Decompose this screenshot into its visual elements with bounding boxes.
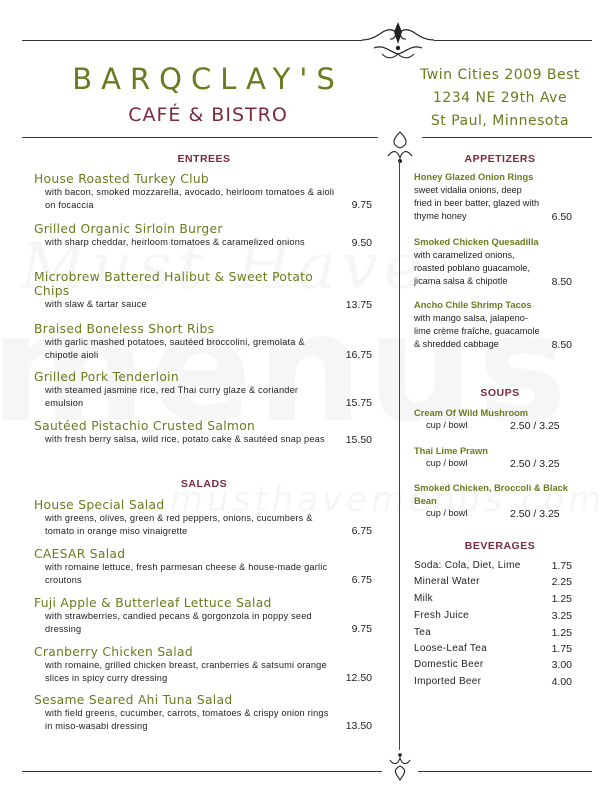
soup-item <box>414 407 576 433</box>
item-price: 6.50 <box>551 211 572 223</box>
item-price: 9.50 <box>351 236 372 249</box>
item-desc: with sharp cheddar, heirloom tomatoes & caramelized onions <box>45 237 305 247</box>
item-price: 2.50 / 3.25 <box>510 508 560 520</box>
mid-rule-left <box>22 137 378 138</box>
item-desc: with garlic mashed potatoes, sautéed broccolini, gremolata & chipotle aioli <box>45 337 305 360</box>
item-sizes: cup / bowl <box>426 420 468 430</box>
bottom-rule-right <box>418 771 592 772</box>
item-name: Sautéed Pistachio Crusted Salmon <box>34 419 256 433</box>
entree-item <box>34 270 374 311</box>
beverage-item <box>414 676 576 692</box>
item-desc: with fresh berry salsa, wild rice, potato cake & sautéed snap peas <box>45 434 325 444</box>
entree-item <box>34 222 374 249</box>
item-name: Mineral Water <box>414 576 480 587</box>
bottom-rule-left <box>22 771 382 772</box>
beverage-item <box>414 659 576 675</box>
item-desc: with field greens, cucumber, carrots, tomatoes & crispy onion rings in miso-wasabi dressing <box>45 708 329 731</box>
item-name: Tea <box>414 627 432 638</box>
item-price: 4.00 <box>551 676 572 688</box>
item-price: 8.50 <box>551 339 572 351</box>
top-rule-left <box>22 40 362 41</box>
item-name: Soda: Cola, Diet, Lime <box>414 560 521 571</box>
appetizer-item <box>414 299 576 351</box>
item-desc: sweet vidalia onions, deep fried in beer batter, glazed with thyme honey <box>414 185 540 221</box>
item-price: 2.50 / 3.25 <box>510 458 560 470</box>
item-sizes: cup / bowl <box>426 458 468 468</box>
item-desc: with mango salsa, jalapeno-lime crème fraîche, guacamole & shredded cabbage <box>414 313 540 349</box>
salad-item <box>34 693 374 732</box>
item-name: Milk <box>414 593 433 604</box>
column-divider <box>399 160 400 750</box>
item-price: 9.75 <box>351 623 372 635</box>
beverage-item <box>414 593 576 609</box>
item-name: Cranberry Chicken Salad <box>34 645 193 659</box>
item-price: 12.50 <box>345 672 372 684</box>
brand-subtitle: CAFÉ & BISTRO <box>128 104 288 126</box>
item-price: 13.50 <box>345 720 372 732</box>
item-price: 6.75 <box>351 525 372 537</box>
item-name: Honey Glazed Onion Rings <box>414 172 534 182</box>
soup-item <box>414 445 576 471</box>
item-name: Imported Beer <box>414 676 482 687</box>
item-name: Fuji Apple & Butterleaf Lettuce Salad <box>34 596 272 610</box>
brand-name: BARQCLAY'S <box>72 62 344 96</box>
item-price: 15.75 <box>345 397 372 409</box>
item-price: 3.00 <box>551 659 572 671</box>
bottom-ornament-icon <box>384 752 416 782</box>
item-price: 1.25 <box>551 593 572 605</box>
salad-item <box>34 596 374 635</box>
item-desc: with caramelized onions, roasted poblano guacamole, jicama salsa & chipotle <box>414 250 530 286</box>
entree-item <box>34 419 374 446</box>
item-name: Fresh Juice <box>414 610 469 621</box>
item-price: 1.25 <box>551 627 572 639</box>
appetizer-item <box>414 171 576 223</box>
salad-item <box>34 547 374 586</box>
item-name: Sesame Seared Ahi Tuna Salad <box>34 693 233 707</box>
item-name: Ancho Chile Shrimp Tacos <box>414 300 532 310</box>
item-price: 8.50 <box>551 276 572 288</box>
beverage-item <box>414 576 576 592</box>
entree-item <box>34 370 374 409</box>
item-desc: with strawberries, candied pecans & gorgonzola in poppy seed dressing <box>45 611 312 634</box>
item-name: Thai Lime Prawn <box>414 446 488 456</box>
entrees-heading: ENTREES <box>177 153 231 165</box>
appetizers-heading: APPETIZERS <box>464 153 536 165</box>
info-line-2: 1234 NE 29th Ave <box>432 90 568 106</box>
item-name: Grilled Pork Tenderloin <box>34 370 179 384</box>
item-name: Loose-Leaf Tea <box>414 643 487 654</box>
info-line-1: Twin Cities 2009 Best <box>420 67 580 83</box>
item-name: Cream Of Wild Mushroom <box>414 408 529 418</box>
beverages-heading: BEVERAGES <box>464 540 536 552</box>
item-desc: with greens, olives, green & red peppers, onions, cucumbers & tomato in orange miso vinaigrette <box>45 513 313 536</box>
item-desc: with romaine lettuce, fresh parmesan cheese & house-made garlic croutons <box>45 562 328 585</box>
item-name: Grilled Organic Sirloin Burger <box>34 222 223 236</box>
beverage-item <box>414 610 576 626</box>
item-name: CAESAR Salad <box>34 547 126 561</box>
item-price: 3.25 <box>551 610 572 622</box>
item-price: 13.75 <box>345 298 372 311</box>
beverage-item <box>414 643 576 659</box>
item-name: Smoked Chicken, Broccoli & Black Bean <box>414 483 568 506</box>
item-name: Smoked Chicken Quesadilla <box>414 237 539 247</box>
item-desc: with steamed jasmine rice, red Thai curry glaze & coriander emulsion <box>45 385 299 408</box>
item-price: 1.75 <box>551 643 572 655</box>
soup-item <box>414 482 576 521</box>
mid-rule-right <box>422 137 592 138</box>
entree-item <box>34 172 374 211</box>
top-ornament-icon <box>338 18 458 64</box>
item-price: 9.75 <box>351 199 372 211</box>
entree-item <box>34 322 374 361</box>
item-price: 1.75 <box>551 560 572 572</box>
item-name: Domestic Beer <box>414 659 484 670</box>
salad-item <box>34 498 374 537</box>
item-desc: with romaine, grilled chicken breast, cranberries & satsumi orange slices in spicy curry dressing <box>45 660 327 683</box>
beverage-item <box>414 560 576 576</box>
item-sizes: cup / bowl <box>426 508 468 518</box>
item-name: Braised Boneless Short Ribs <box>34 322 215 336</box>
appetizer-item <box>414 236 576 288</box>
item-name: House Roasted Turkey Club <box>34 172 210 186</box>
item-price: 16.75 <box>345 349 372 361</box>
item-price: 2.25 <box>551 576 572 588</box>
info-line-3: St Paul, Minnesota <box>430 113 570 129</box>
item-price: 15.50 <box>345 433 372 446</box>
item-desc: with bacon, smoked mozzarella, avocado, heirloom tomatoes & aioli on focaccia <box>45 187 335 210</box>
item-name: House Special Salad <box>34 498 165 512</box>
salads-heading: SALADS <box>180 478 228 490</box>
item-price: 6.75 <box>351 574 372 586</box>
item-name: Microbrew Battered Halibut & Sweet Potato Chips <box>34 270 314 298</box>
beverage-item <box>414 627 576 643</box>
item-price: 2.50 / 3.25 <box>510 420 560 432</box>
soups-heading: SOUPS <box>480 387 520 399</box>
salad-item <box>34 645 374 684</box>
item-desc: with slaw & tartar sauce <box>45 299 147 309</box>
